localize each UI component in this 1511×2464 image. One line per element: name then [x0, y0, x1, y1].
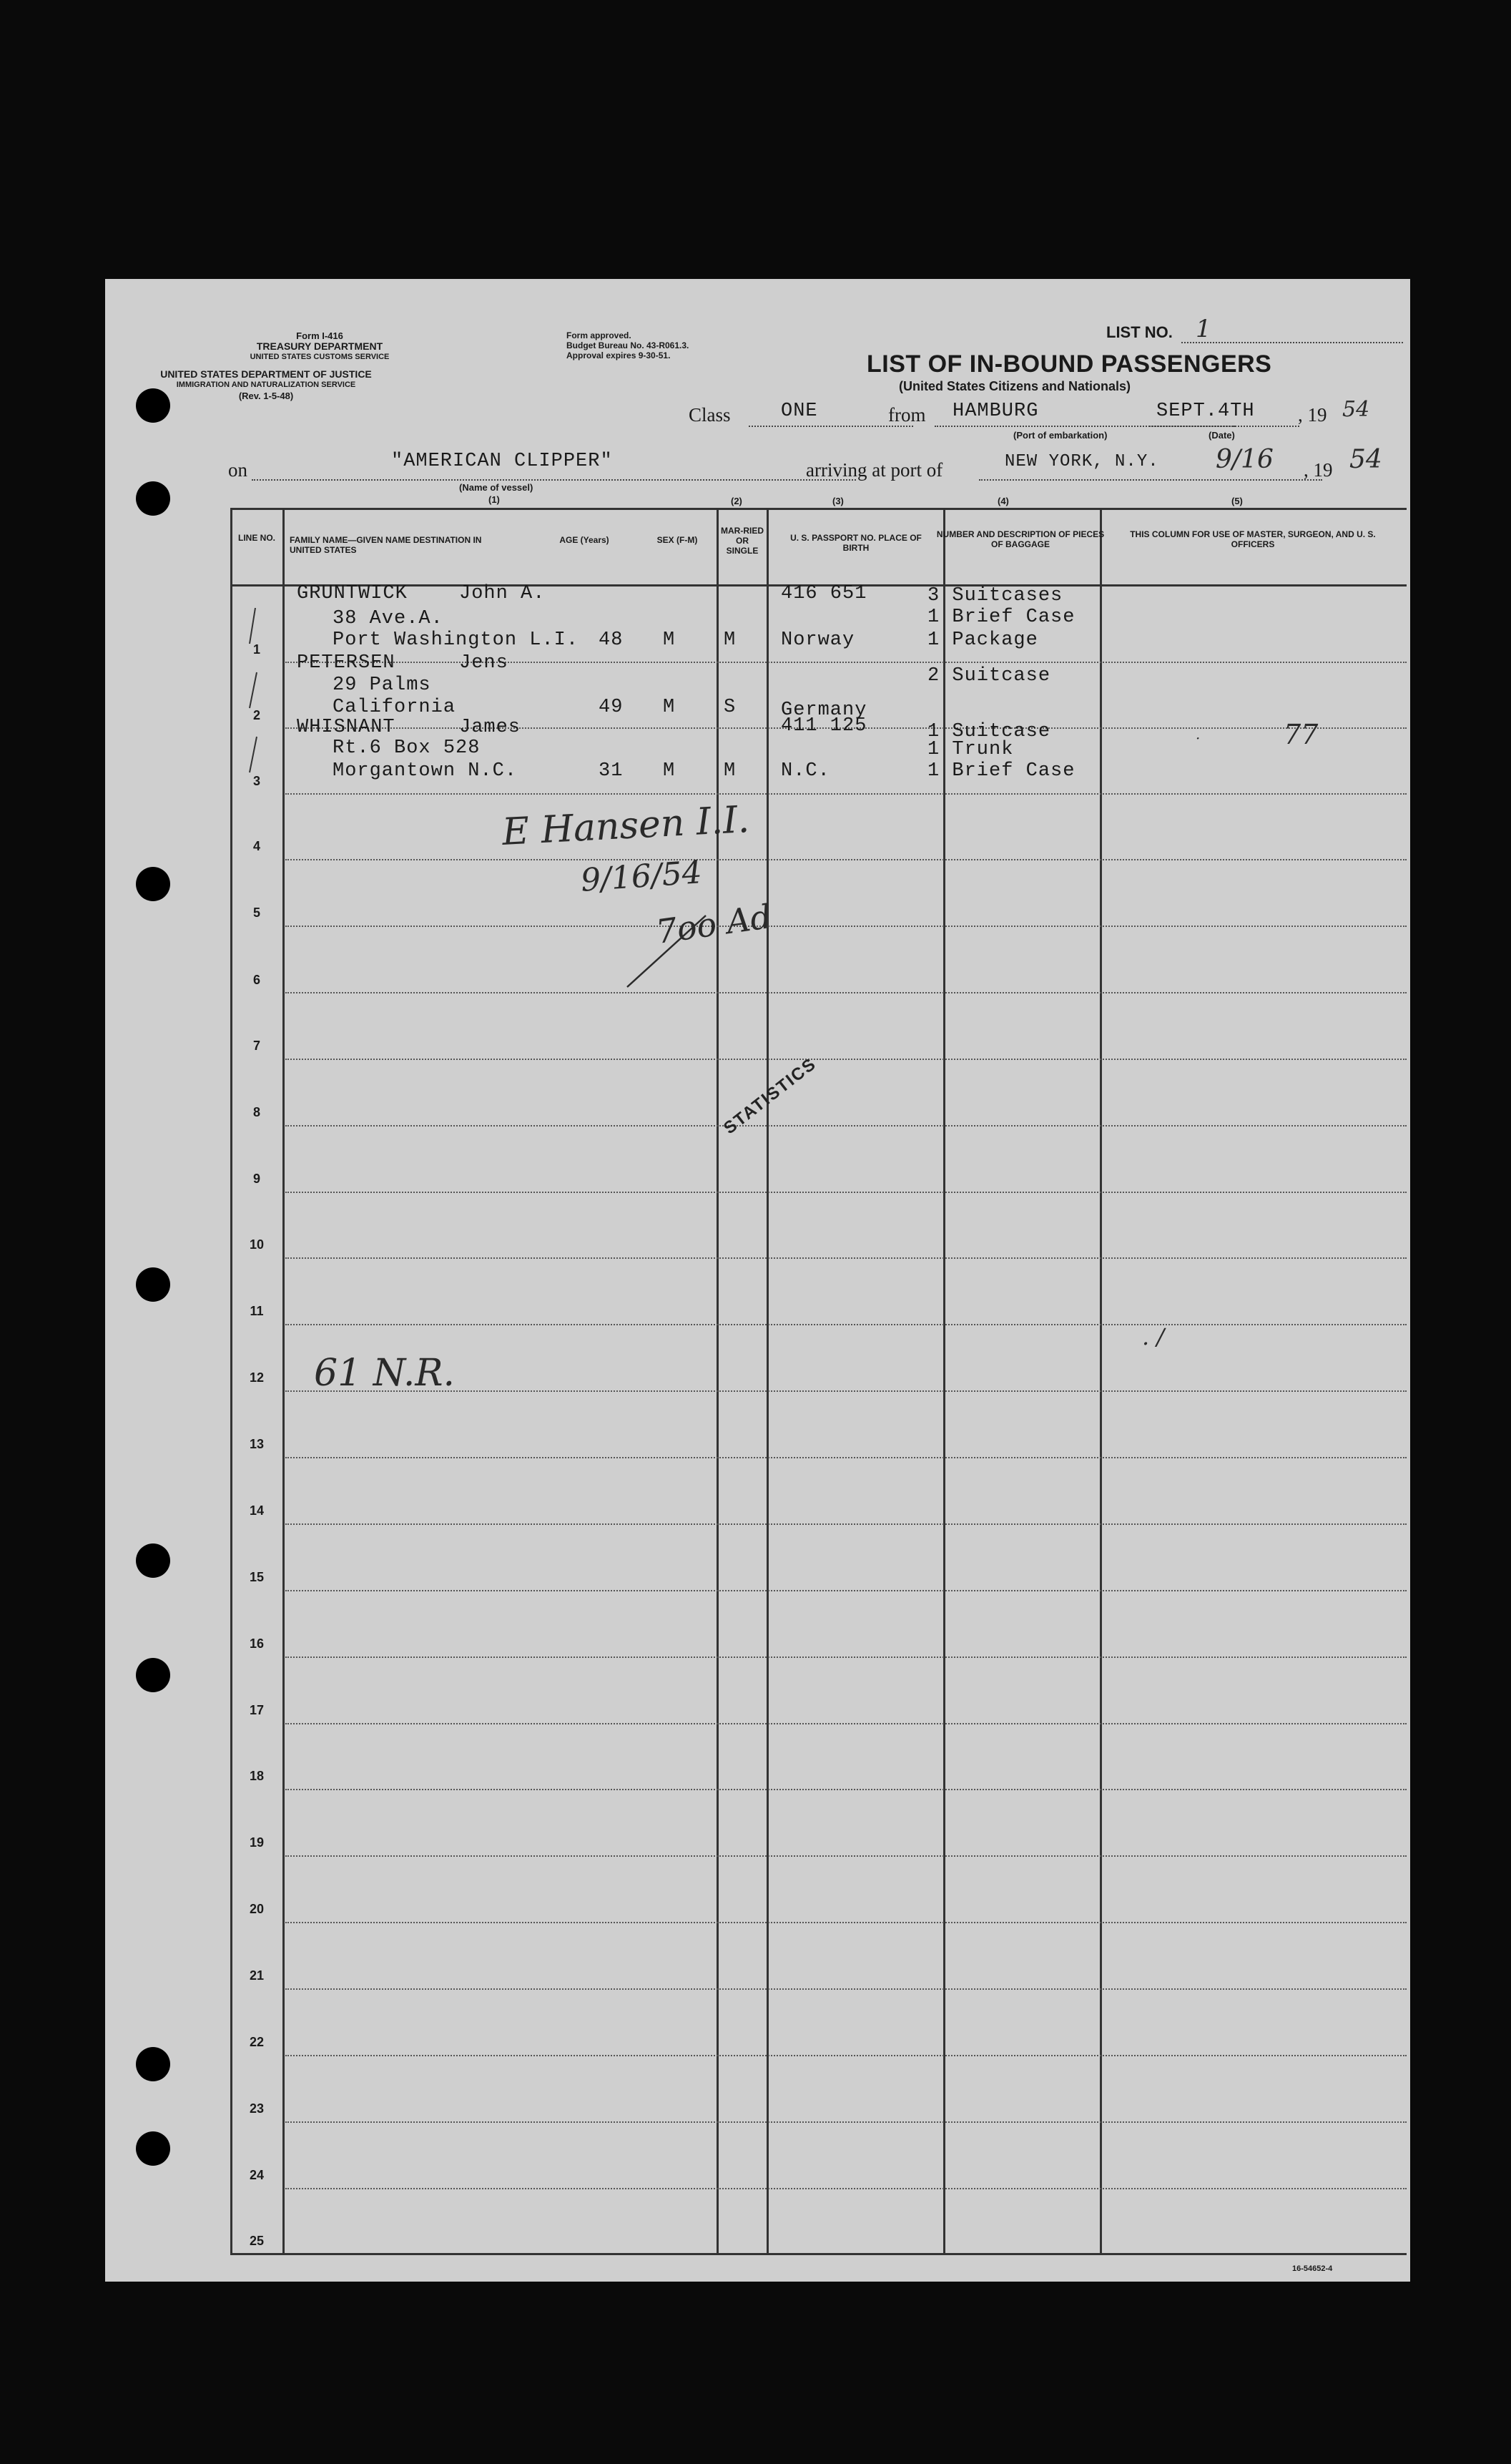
header-sex: SEX (F-M)	[656, 535, 698, 545]
port-caption: (Port of embarkation)	[1013, 430, 1108, 441]
col-divider-married	[767, 508, 769, 2253]
row-line	[285, 992, 1407, 993]
passenger-baggage-2: 1 Trunk	[927, 739, 1014, 760]
row-line	[285, 1324, 1407, 1325]
line-number: 1	[252, 642, 260, 657]
passenger-age: 49	[599, 697, 624, 718]
page-subtitle: (United States Citizens and Nationals)	[899, 379, 1131, 393]
budget-bureau: Budget Bureau No. 43-R061.3.	[566, 340, 689, 350]
line-number: 16	[249, 1636, 265, 1651]
row-line	[285, 2055, 1407, 2056]
col-divider-baggage	[1100, 508, 1102, 2253]
passenger-address-2: Morgantown N.C.	[333, 760, 518, 782]
punch-hole	[136, 1543, 170, 1578]
passenger-family-name: PETERSEN	[297, 652, 395, 674]
header-baggage: NUMBER AND DESCRIPTION OF PIECES OF BAGGAGE	[936, 529, 1105, 549]
form-number: Form I-416	[296, 330, 343, 341]
customs-service: UNITED STATES CUSTOMS SERVICE	[250, 353, 390, 361]
passenger-baggage-3: 1 Brief Case	[927, 760, 1076, 782]
row-line	[285, 1192, 1407, 1193]
line-12-note: 61 N.R.	[314, 1352, 456, 1395]
row-line	[285, 926, 1407, 927]
passenger-married: M	[724, 760, 737, 782]
passenger-age: 31	[599, 760, 624, 782]
line-number: 24	[249, 2168, 265, 2182]
ins-service: IMMIGRATION AND NATURALIZATION SERVICE	[176, 381, 356, 389]
line-number: 2	[252, 708, 260, 722]
revision: (Rev. 1-5-48)	[238, 391, 294, 401]
passenger-manifest-page	[105, 279, 1410, 2282]
header-age: AGE (Years)	[559, 535, 609, 545]
line-number: 20	[249, 1902, 265, 1916]
officer-mark: 77	[1284, 719, 1319, 750]
row-line	[285, 1789, 1407, 1790]
punch-hole	[136, 1658, 170, 1692]
passenger-married: S	[724, 697, 737, 718]
class-label: Class	[689, 404, 731, 426]
passenger-given-name: James	[459, 717, 521, 738]
check-marks	[234, 594, 277, 794]
list-no-label: LIST NO.	[1106, 323, 1173, 341]
approval-expires: Approval expires 9-30-51.	[566, 350, 671, 360]
line-number: 23	[249, 2101, 265, 2116]
embark-date: SEPT.4TH	[1156, 401, 1255, 422]
form-agency-block	[227, 330, 413, 363]
stray-mark: . /	[1142, 1323, 1165, 1350]
passenger-birthplace: Norway	[781, 629, 855, 651]
col-marker-5: (5)	[1231, 496, 1243, 506]
row-line	[285, 1988, 1407, 1990]
date-caption: (Date)	[1209, 430, 1235, 441]
passenger-family-name: GRUNTWICK	[297, 583, 408, 604]
passenger-baggage-1: 3 Suitcases	[927, 585, 1063, 607]
line-number: 13	[249, 1437, 265, 1451]
vessel-caption: (Name of vessel)	[459, 482, 533, 493]
on-label: on	[228, 459, 247, 481]
passenger-sex: M	[663, 760, 676, 782]
col-divider-line-no	[282, 508, 285, 2253]
vessel-line	[252, 479, 856, 481]
header-line-no: LINE NO.	[237, 533, 275, 543]
line-number: 10	[249, 1237, 265, 1252]
line-number: 11	[250, 1304, 264, 1318]
arrival-date: 9/16	[1216, 445, 1274, 474]
list-no-line	[1181, 342, 1403, 343]
signature-hansen: E Hansen I.I.	[501, 797, 751, 855]
table-top-border	[230, 508, 1407, 510]
arrival-year-prefix: , 19	[1304, 459, 1333, 481]
line-number: 19	[249, 1835, 265, 1850]
row-line	[285, 1125, 1407, 1127]
passenger-given-name: Jens	[459, 652, 508, 674]
line-number: 5	[252, 905, 260, 920]
passenger-birthplace: N.C.	[781, 760, 830, 782]
port-embarkation: HAMBURG	[953, 401, 1039, 422]
table-left-border	[230, 508, 232, 2253]
line-number: 17	[249, 1703, 265, 1717]
footer-code: 16-54652-4	[1292, 2264, 1333, 2273]
arriving-label: arriving at port of	[806, 459, 943, 481]
page-title: LIST OF IN-BOUND PASSENGERS	[867, 350, 1272, 378]
dept-justice: UNITED STATES DEPARTMENT OF JUSTICE	[160, 368, 372, 380]
line-number: 12	[249, 1370, 265, 1385]
row-line	[285, 2121, 1407, 2123]
arrival-line	[979, 479, 1322, 481]
dept-treasury: TREASURY DEPARTMENT	[256, 340, 383, 352]
passenger-address-2: California	[333, 697, 456, 718]
arrival-year: 54	[1349, 445, 1382, 474]
passenger-address-2: Port Washington L.I.	[333, 629, 579, 651]
row-line	[285, 1457, 1407, 1458]
signature-initials: 7oo Ad	[654, 896, 774, 952]
passenger-address-1: 29 Palms	[333, 674, 431, 696]
from-label: from	[888, 404, 926, 426]
passenger-sex: M	[663, 697, 676, 718]
statistics-stamp: STATISTICS	[720, 1054, 820, 1139]
row-line	[285, 1590, 1407, 1591]
line-number: 25	[249, 2234, 265, 2248]
signature-stroke	[620, 908, 713, 994]
passenger-given-name: John A.	[459, 583, 546, 604]
col-divider-sex	[717, 508, 719, 2253]
row-line	[285, 662, 1407, 663]
passenger-family-name: WHISNANT	[297, 717, 395, 738]
row-line	[285, 1656, 1407, 1658]
signature-date: 9/16/54	[579, 854, 704, 899]
passenger-baggage-2: 1 Brief Case	[927, 607, 1076, 628]
passenger-passport: 416 651	[781, 583, 867, 604]
passenger-address-1: Rt.6 Box 528	[333, 737, 481, 759]
line-number: 22	[249, 2035, 265, 2049]
header-name: FAMILY NAME—GIVEN NAME DESTINATION IN UNITED STATES	[290, 535, 482, 555]
year-prefix: , 19	[1298, 404, 1327, 426]
line-number: 6	[252, 973, 260, 987]
passenger-baggage-1: 2 Suitcase	[927, 665, 1051, 687]
col-marker-4: (4)	[998, 496, 1009, 506]
line-number: 9	[252, 1172, 260, 1186]
passenger-married: M	[724, 629, 737, 651]
row-line	[285, 1059, 1407, 1060]
row-line	[285, 1523, 1407, 1525]
row-line	[285, 793, 1407, 795]
line-number: 14	[249, 1503, 265, 1518]
col-marker-3: (3)	[832, 496, 844, 506]
line-number: 4	[252, 839, 260, 853]
vessel-col-marker: (1)	[488, 494, 500, 505]
approval-block	[566, 330, 689, 360]
passenger-age: 48	[599, 629, 624, 651]
officer-dot: ·	[1196, 730, 1201, 747]
class-value: ONE	[781, 401, 818, 422]
row-line	[285, 1855, 1407, 1857]
line-number: 21	[249, 1968, 265, 1983]
passenger-passport: 411 125	[781, 715, 867, 737]
line-number: 8	[252, 1105, 260, 1119]
form-approved: Form approved.	[566, 330, 631, 340]
passenger-address-1: 38 Ave.A.	[333, 608, 443, 629]
line-number: 7	[252, 1039, 260, 1053]
line-number: 15	[249, 1570, 265, 1584]
punch-hole	[136, 481, 170, 516]
passenger-birthplace: Germany	[781, 700, 867, 721]
year-value: 54	[1342, 397, 1370, 422]
punch-hole	[136, 1267, 170, 1302]
line-number: 3	[252, 774, 260, 788]
passenger-sex: M	[663, 629, 676, 651]
arrival-port: NEW YORK, N.Y.	[1005, 452, 1159, 471]
list-no-value: 1	[1196, 315, 1211, 343]
header-passport: U. S. PASSPORT NO. PLACE OF BIRTH	[790, 533, 922, 553]
table-bottom-border	[230, 2253, 1407, 2255]
header-officers: THIS COLUMN FOR USE OF MASTER, SURGEON, AND U. S. OFFICERS	[1130, 529, 1376, 549]
punch-hole	[136, 2131, 170, 2166]
vessel-name: "AMERICAN CLIPPER"	[391, 451, 613, 472]
punch-hole	[136, 2047, 170, 2081]
row-line	[285, 1723, 1407, 1724]
punch-hole	[136, 867, 170, 901]
passenger-baggage-1: 1 Suitcase	[927, 721, 1051, 742]
row-line	[285, 2188, 1407, 2189]
col-marker-2: (2)	[731, 496, 742, 506]
row-line	[285, 1922, 1407, 1923]
row-line	[285, 1257, 1407, 1259]
header-married: MAR-RIED OR SINGLE	[721, 526, 764, 556]
punch-hole	[136, 388, 170, 423]
row-line	[285, 859, 1407, 860]
passenger-baggage-3: 1 Package	[927, 629, 1038, 651]
date-line	[1149, 426, 1299, 427]
line-number: 18	[249, 1769, 265, 1783]
